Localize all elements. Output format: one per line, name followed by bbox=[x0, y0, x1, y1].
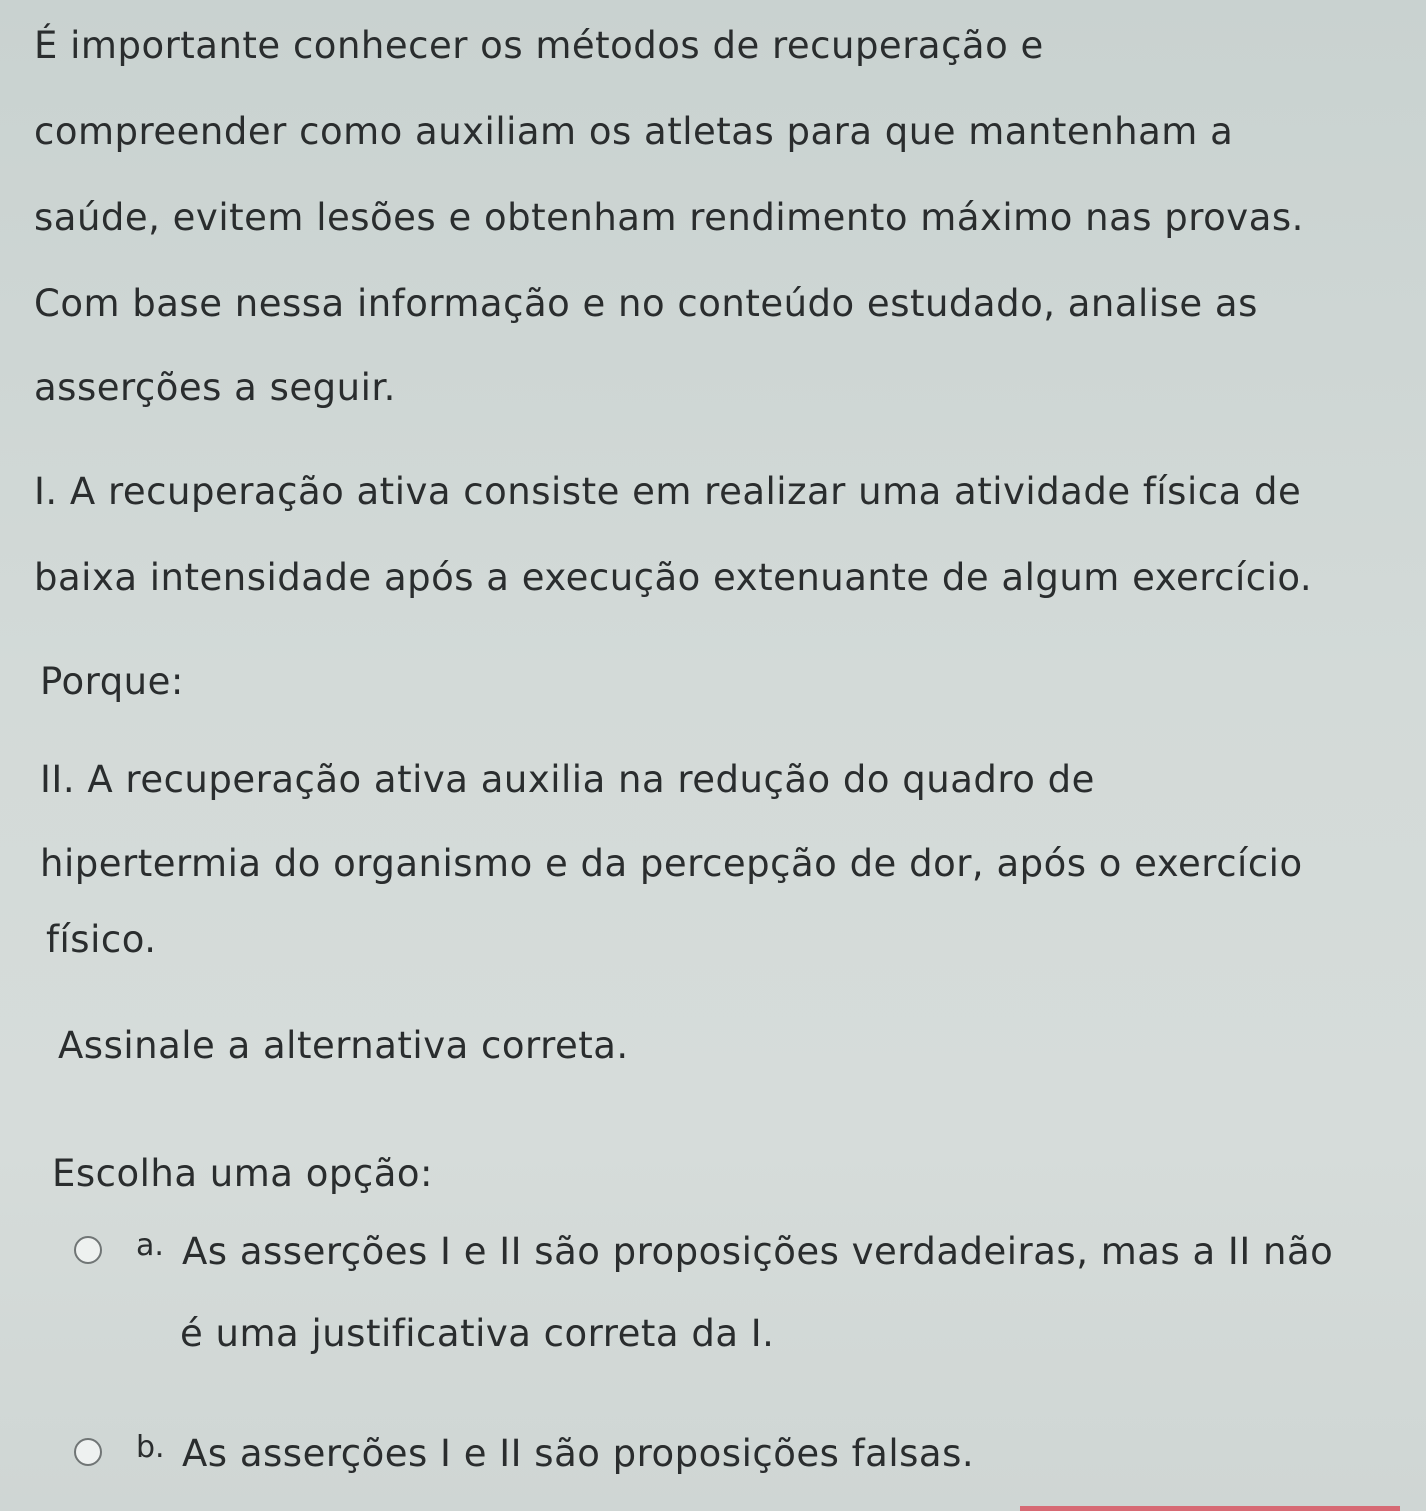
assertion-2-line-3: físico. bbox=[46, 918, 157, 961]
intro-line-1: É importante conhecer os métodos de recuperação e bbox=[34, 24, 1044, 67]
option-b[interactable] bbox=[70, 1428, 1390, 1478]
bottom-accent-bar bbox=[1020, 1506, 1400, 1511]
intro-line-2: compreender como auxiliam os atletas para que mantenham a bbox=[34, 110, 1234, 153]
intro-line-5: asserções a seguir. bbox=[34, 366, 396, 409]
option-b-letter: b. bbox=[136, 1430, 165, 1465]
assertion-2-line-2: hipertermia do organismo e da percepção de dor, após o exercício bbox=[40, 842, 1303, 885]
assertion-1-line-1: I. A recuperação ativa consiste em realizar uma atividade física de bbox=[34, 470, 1302, 513]
assertion-2-line-1: II. A recuperação ativa auxilia na redução do quadro de bbox=[40, 758, 1095, 801]
intro-line-4: Com base nessa informação e no conteúdo estudado, analise as bbox=[34, 282, 1258, 325]
option-a[interactable] bbox=[70, 1226, 1390, 1276]
connector-text: Porque: bbox=[40, 660, 184, 703]
option-b-text[interactable]: As asserções I e II são proposições falsas. bbox=[182, 1432, 975, 1475]
option-a-text-line-2[interactable]: é uma justificativa correta da I. bbox=[180, 1312, 775, 1355]
option-a-radio[interactable] bbox=[74, 1236, 102, 1264]
option-a-letter: a. bbox=[136, 1228, 164, 1263]
option-b-radio[interactable] bbox=[74, 1438, 102, 1466]
option-a-text-line-1[interactable]: As asserções I e II são proposições verdadeiras, mas a II não bbox=[182, 1230, 1334, 1273]
choose-option-label: Escolha uma opção: bbox=[52, 1152, 433, 1195]
instruction-text: Assinale a alternativa correta. bbox=[58, 1024, 629, 1067]
intro-line-3: saúde, evitem lesões e obtenham rendimento máximo nas provas. bbox=[34, 196, 1304, 239]
assertion-1-line-2: baixa intensidade após a execução extenuante de algum exercício. bbox=[34, 556, 1313, 599]
